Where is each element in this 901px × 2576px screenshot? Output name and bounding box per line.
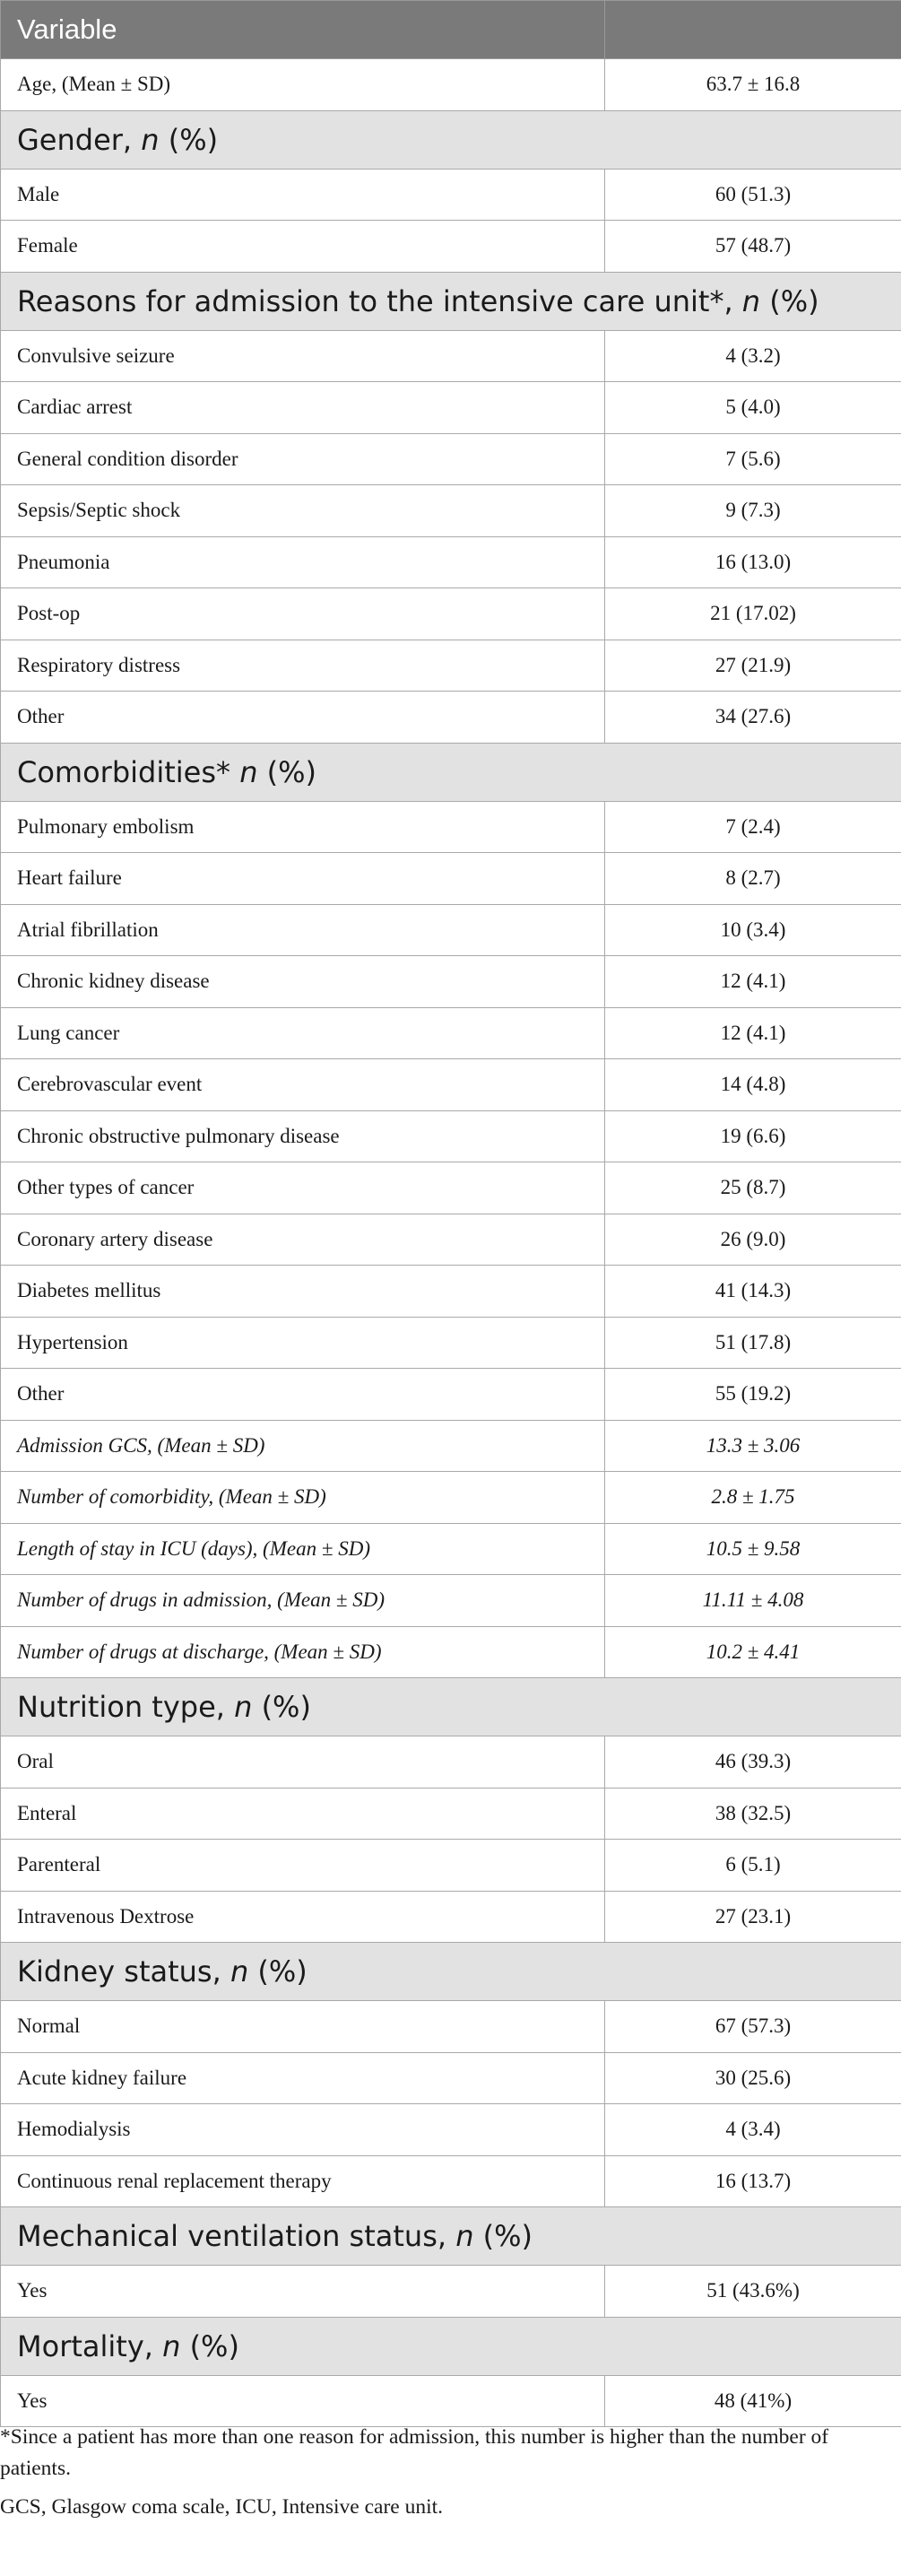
table-row (1, 382, 901, 434)
row-label-cell: Post-op (1, 588, 605, 640)
row-value-cell: 25 (8.7) (605, 1162, 901, 1214)
table-row (1, 536, 901, 588)
row-value-cell: 26 (9.0) (605, 1214, 901, 1266)
row-label-cell: Normal (1, 2001, 605, 2053)
row-value-cell: 60 (51.3) (605, 169, 901, 221)
row-value-cell: 27 (23.1) (605, 1891, 901, 1943)
row-label-cell: Coronary artery disease (1, 1214, 605, 1266)
row-label-cell: Oral (1, 1736, 605, 1788)
row-value-cell: 38 (32.5) (605, 1788, 901, 1840)
row-value-cell: 5 (4.0) (605, 382, 901, 434)
table-row (1, 1369, 901, 1421)
header-value-cell (605, 1, 901, 59)
row-label-cell: Number of drugs in admission, (Mean ± SD) (1, 1575, 605, 1627)
footnote-admission-reasons: *Since a patient has more than one reason for admission, this number is higher than the number of patients. (0, 2425, 829, 2480)
row-label-cell: Number of drugs at discharge, (Mean ± SD) (1, 1626, 605, 1678)
table-row (1, 1891, 901, 1943)
table-row (1, 2155, 901, 2207)
row-label-cell: Hemodialysis (1, 2104, 605, 2156)
table-row (1, 1626, 901, 1678)
section-title-unit: (%) (252, 1690, 311, 1724)
table-row (1, 1059, 901, 1111)
table-row (1, 2104, 901, 2156)
row-label-cell: Respiratory distress (1, 640, 605, 692)
row-label-cell: Cardiac arrest (1, 382, 605, 434)
table-row (1, 1523, 901, 1575)
row-value-cell: 9 (7.3) (605, 485, 901, 537)
table-row (1, 1162, 901, 1214)
row-label-cell: Continuous renal replacement therapy (1, 2155, 605, 2207)
section-header-cell (1, 110, 901, 169)
footnote-abbreviations: GCS, Glasgow coma scale, ICU, Intensive care unit. (0, 2495, 444, 2519)
table-row (1, 2001, 901, 2053)
section-title: Gender, (17, 122, 142, 157)
table-row (1, 904, 901, 956)
table-header-row (1, 1, 901, 59)
section-title-unit: (%) (180, 2328, 239, 2363)
table-row (1, 1317, 901, 1369)
row-value-cell: 21 (17.02) (605, 588, 901, 640)
table-row (1, 1420, 901, 1472)
row-label-cell: Lung cancer (1, 1007, 605, 1059)
section-title-n: n (741, 283, 761, 318)
row-value-cell: 7 (5.6) (605, 433, 901, 485)
row-label-cell: Chronic obstructive pulmonary disease (1, 1110, 605, 1162)
row-value-cell: 51 (17.8) (605, 1317, 901, 1369)
table-row (1, 2375, 901, 2427)
section-header-row (1, 1678, 901, 1736)
table-row (1, 1575, 901, 1627)
section-title-unit: (%) (248, 1954, 308, 1989)
row-value-cell: 16 (13.7) (605, 2155, 901, 2207)
header-variable-cell: Variable (1, 1, 605, 59)
table-row (1, 801, 901, 853)
row-label-cell: Convulsive seizure (1, 330, 605, 382)
row-label-cell: Admission GCS, (Mean ± SD) (1, 1420, 605, 1472)
table-footnotes (0, 2422, 883, 2523)
row-value-cell: 10 (3.4) (605, 904, 901, 956)
table-row (1, 853, 901, 905)
row-value-cell: 30 (25.6) (605, 2052, 901, 2104)
section-title-n: n (234, 1690, 253, 1724)
row-value-cell: 8 (2.7) (605, 853, 901, 905)
section-title: Reasons for admission to the intensive care unit*, (17, 283, 742, 318)
row-label-cell: Other (1, 692, 605, 744)
row-label-cell: Intravenous Dextrose (1, 1891, 605, 1943)
row-label-cell: Parenteral (1, 1840, 605, 1892)
row-value-cell: 10.5 ± 9.58 (605, 1523, 901, 1575)
section-header-row (1, 2317, 901, 2375)
section-header-cell (1, 1943, 901, 2001)
section-header-row (1, 1943, 901, 2001)
table-row (1, 588, 901, 640)
table-row (1, 485, 901, 537)
table-row (1, 2266, 901, 2318)
table-row (1, 221, 901, 273)
row-value-cell: 46 (39.3) (605, 1736, 901, 1788)
row-label-cell: Length of stay in ICU (days), (Mean ± SD) (1, 1523, 605, 1575)
section-header-row (1, 743, 901, 801)
table-row (1, 433, 901, 485)
section-title-unit: (%) (473, 2219, 533, 2253)
row-value-cell: 48 (41%) (605, 2375, 901, 2427)
row-value-cell: 51 (43.6%) (605, 2266, 901, 2318)
section-title-n: n (239, 754, 258, 789)
section-title: Nutrition type, (17, 1690, 235, 1724)
row-value-cell: 13.3 ± 3.06 (605, 1420, 901, 1472)
table-row (1, 1007, 901, 1059)
section-header-row (1, 110, 901, 169)
table-row (1, 1214, 901, 1266)
section-title-n: n (455, 2219, 474, 2253)
row-value-cell: 41 (14.3) (605, 1266, 901, 1318)
row-value-cell: 27 (21.9) (605, 640, 901, 692)
row-value-cell: 10.2 ± 4.41 (605, 1626, 901, 1678)
row-value-cell: 7 (2.4) (605, 801, 901, 853)
row-label-cell: Female (1, 221, 605, 273)
section-title: Mortality, (17, 2328, 163, 2363)
row-label-cell: General condition disorder (1, 433, 605, 485)
table-row (1, 692, 901, 744)
row-value-cell: 6 (5.1) (605, 1840, 901, 1892)
row-label-cell: Atrial fibrillation (1, 904, 605, 956)
row-label-cell: Sepsis/Septic shock (1, 485, 605, 537)
section-title-unit: (%) (257, 754, 317, 789)
row-label-cell: Pulmonary embolism (1, 801, 605, 853)
table-row (1, 1788, 901, 1840)
table-row (1, 59, 901, 111)
row-value-cell: 57 (48.7) (605, 221, 901, 273)
table-row (1, 956, 901, 1008)
section-header-cell (1, 743, 901, 801)
row-value-cell: 2.8 ± 1.75 (605, 1472, 901, 1524)
section-header-row (1, 2207, 901, 2266)
section-header-row (1, 272, 901, 330)
table-row (1, 1840, 901, 1892)
section-title-unit: (%) (159, 122, 219, 157)
table-row (1, 1110, 901, 1162)
row-value-cell: 34 (27.6) (605, 692, 901, 744)
section-title-n: n (230, 1954, 249, 1989)
row-label-cell: Other (1, 1369, 605, 1421)
row-label-cell: Cerebrovascular event (1, 1059, 605, 1111)
row-label-cell: Heart failure (1, 853, 605, 905)
row-value-cell: 63.7 ± 16.8 (605, 59, 901, 111)
row-label-cell: Yes (1, 2375, 605, 2427)
row-label-cell: Hypertension (1, 1317, 605, 1369)
row-value-cell: 55 (19.2) (605, 1369, 901, 1421)
section-title: Comorbidities* (17, 754, 240, 789)
section-title-n: n (141, 122, 160, 157)
row-value-cell: 4 (3.4) (605, 2104, 901, 2156)
row-label-cell: Diabetes mellitus (1, 1266, 605, 1318)
table-row (1, 1736, 901, 1788)
row-label-cell: Pneumonia (1, 536, 605, 588)
section-header-cell (1, 2317, 901, 2375)
table-row (1, 1472, 901, 1524)
row-value-cell: 12 (4.1) (605, 956, 901, 1008)
table-row (1, 1266, 901, 1318)
row-value-cell: 14 (4.8) (605, 1059, 901, 1111)
table-row (1, 330, 901, 382)
row-value-cell: 16 (13.0) (605, 536, 901, 588)
row-label-cell: Acute kidney failure (1, 2052, 605, 2104)
row-label-cell: Number of comorbidity, (Mean ± SD) (1, 1472, 605, 1524)
row-value-cell: 67 (57.3) (605, 2001, 901, 2053)
row-value-cell: 11.11 ± 4.08 (605, 1575, 901, 1627)
row-value-cell: 12 (4.1) (605, 1007, 901, 1059)
table-row (1, 2052, 901, 2104)
table-row (1, 169, 901, 221)
section-header-cell (1, 2207, 901, 2266)
section-title: Mechanical ventilation status, (17, 2219, 456, 2253)
row-label-cell: Male (1, 169, 605, 221)
row-label-cell: Enteral (1, 1788, 605, 1840)
section-title-n: n (162, 2328, 181, 2363)
row-label-cell: Other types of cancer (1, 1162, 605, 1214)
section-header-cell (1, 1678, 901, 1736)
section-header-cell (1, 272, 901, 330)
section-title-unit: (%) (760, 283, 819, 318)
table-body (1, 1, 901, 2427)
section-title: Kidney status, (17, 1954, 230, 1989)
row-label-cell: Yes (1, 2266, 605, 2318)
row-value-cell: 4 (3.2) (605, 330, 901, 382)
row-label-cell: Age, (Mean ± SD) (1, 59, 605, 111)
row-value-cell: 19 (6.6) (605, 1110, 901, 1162)
table-row (1, 640, 901, 692)
row-label-cell: Chronic kidney disease (1, 956, 605, 1008)
